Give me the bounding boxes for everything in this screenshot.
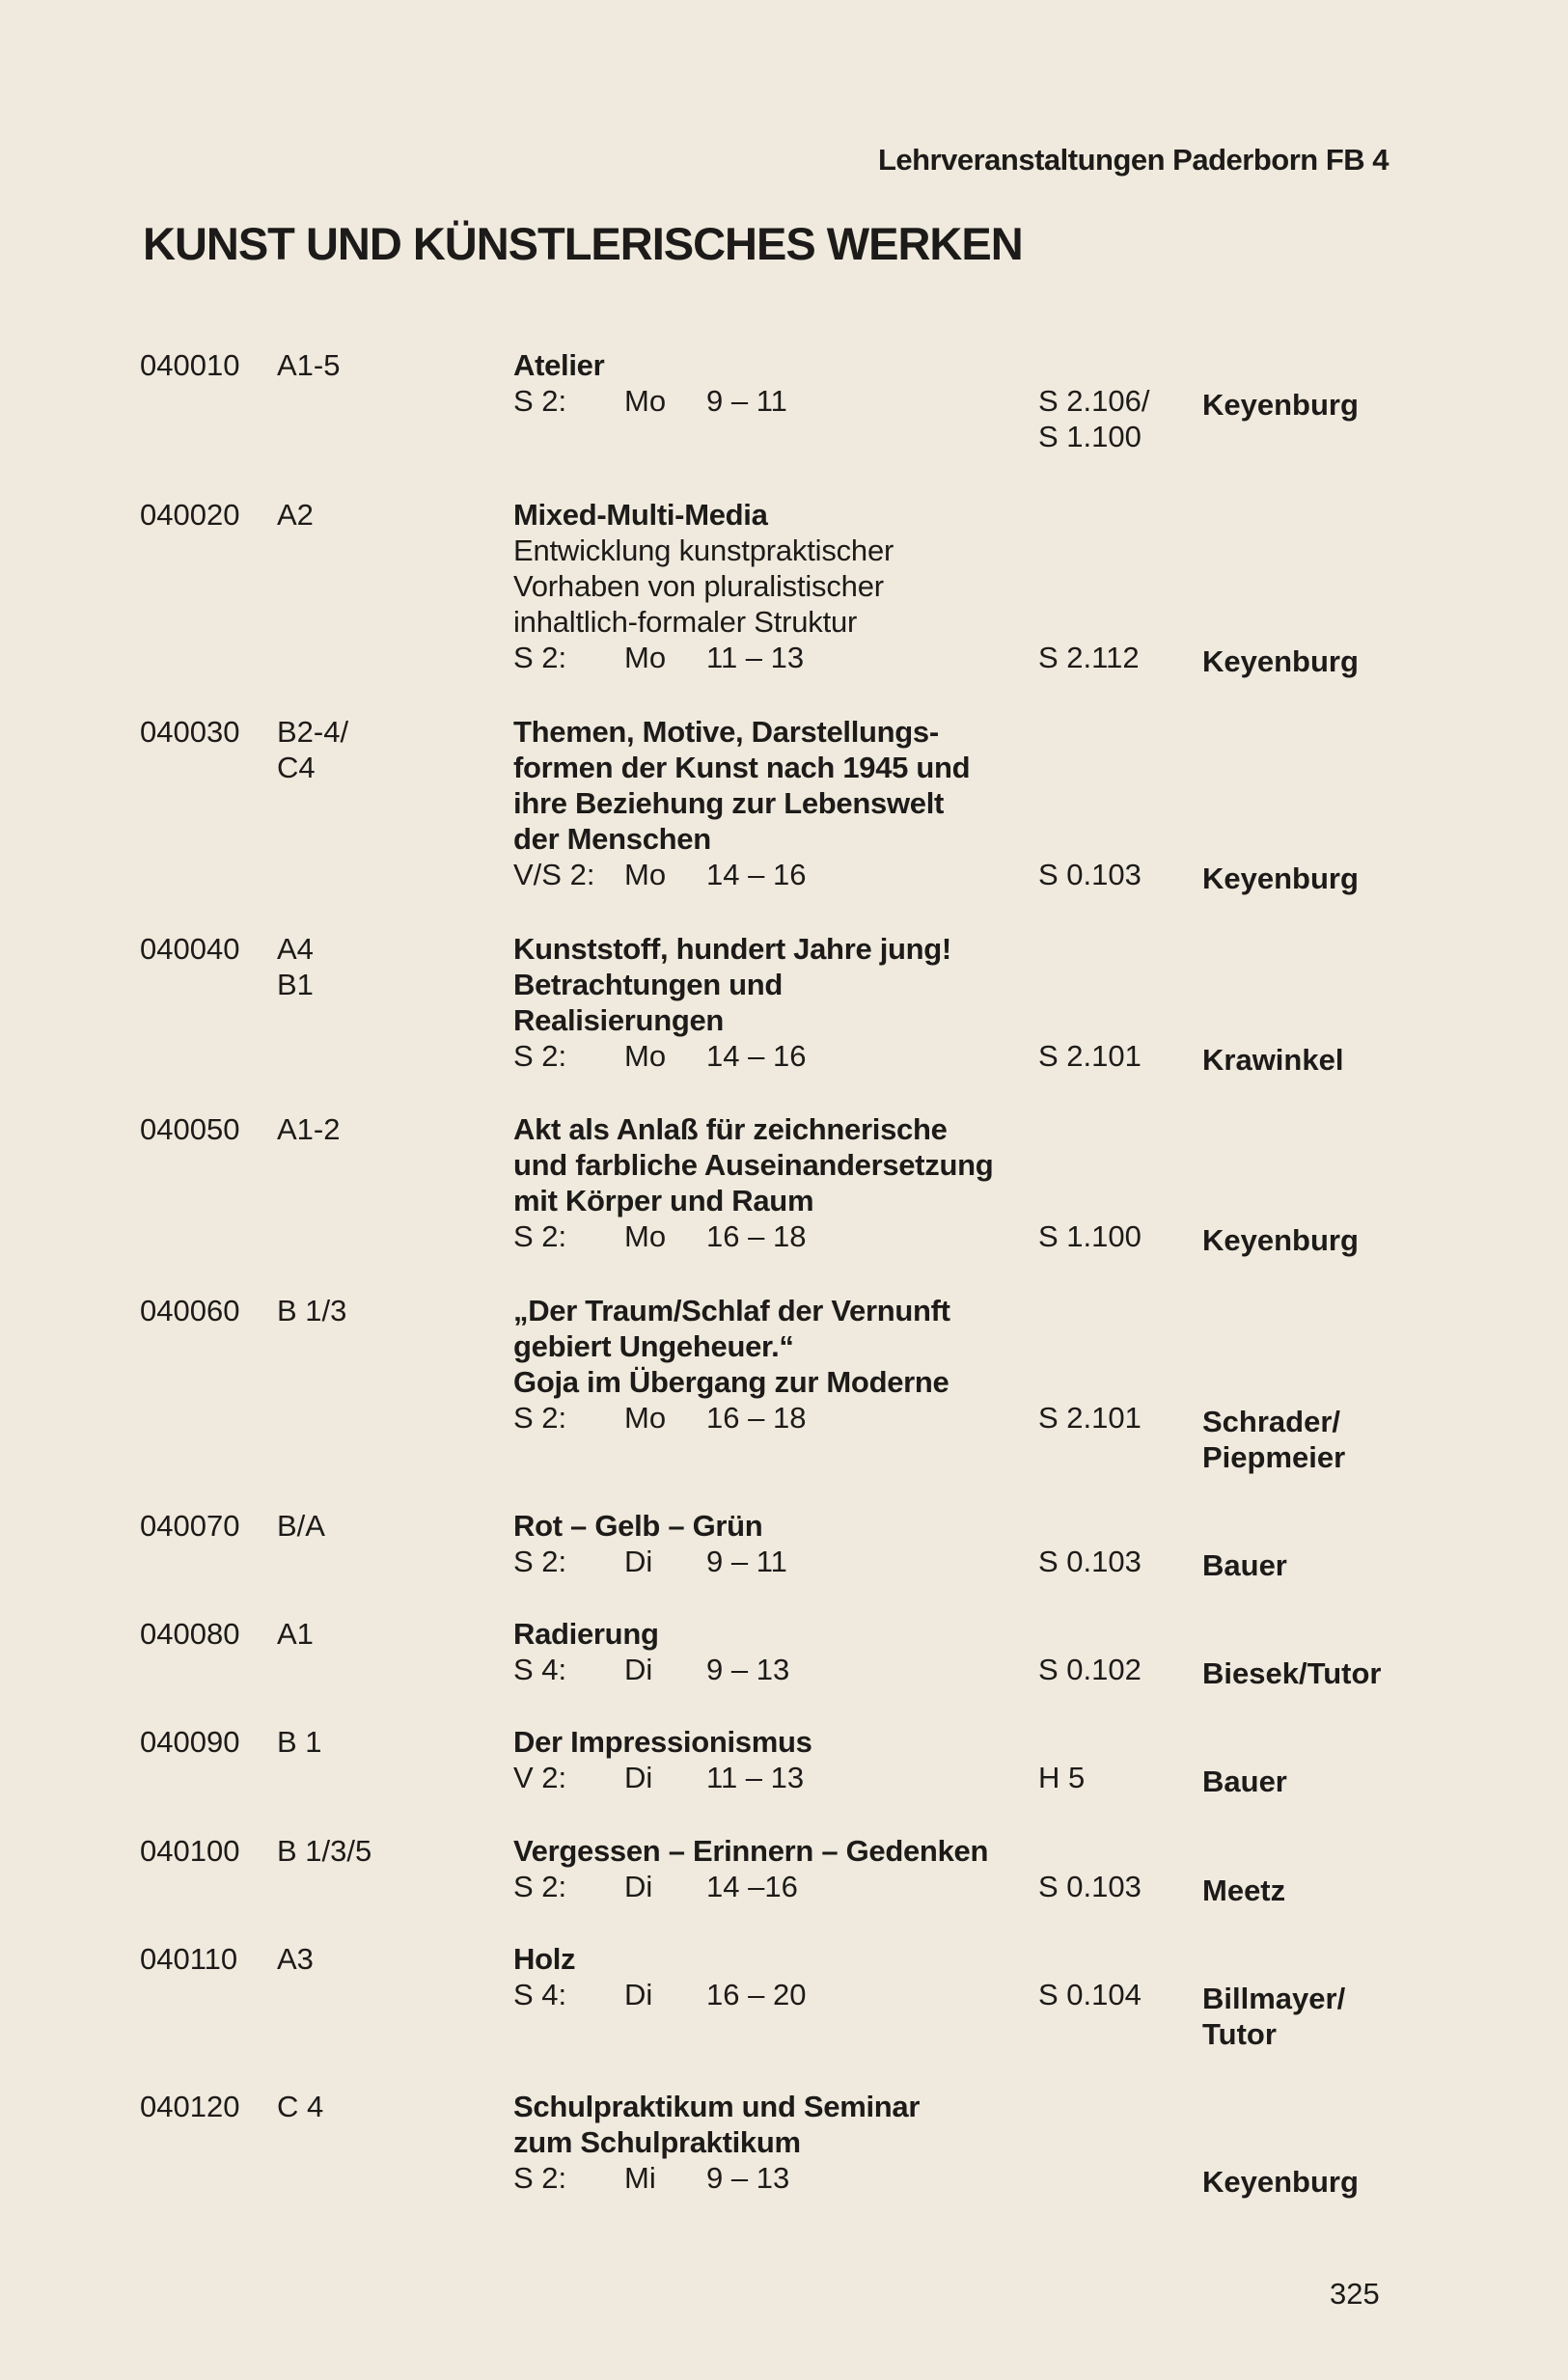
course-time: 16 – 18: [706, 1219, 807, 1253]
course-room: [1038, 640, 1173, 675]
course-type: S 2:: [513, 1870, 567, 1903]
course-room-line: S 2.101: [1038, 1401, 1142, 1435]
course-details: [513, 714, 1054, 892]
course-teacher-line: Schrader/: [1202, 1405, 1341, 1438]
course-teacher-line: Bauer: [1202, 1764, 1287, 1798]
course-day: Di: [624, 1978, 653, 2011]
course-teacher-line: Keyenburg: [1202, 644, 1359, 678]
course-number: 040010: [140, 348, 240, 382]
course-room-line: S 2.101: [1038, 1039, 1142, 1073]
course-details: [513, 1724, 1054, 1795]
course-schedule: [513, 640, 1054, 675]
course-time: 14 –16: [706, 1870, 798, 1903]
course-code: [277, 1293, 393, 1328]
course-details: [513, 347, 1054, 419]
course-schedule: [513, 1760, 1054, 1795]
course-teacher-line: Billmayer/: [1202, 1982, 1346, 2015]
course-title-line: mit Körper und Raum: [513, 1184, 814, 1217]
course-room: [1038, 1544, 1173, 1579]
course-room-line: S 1.100: [1038, 420, 1142, 453]
course-code: [277, 2089, 393, 2124]
course-title-line: Rot – Gelb – Grün: [513, 1509, 763, 1543]
course-room: [1038, 857, 1173, 892]
course-code: [277, 497, 393, 533]
course-schedule: [513, 1652, 1054, 1687]
course-teacher-line: Keyenburg: [1202, 2165, 1359, 2199]
course-code-line: A3: [277, 1942, 314, 1976]
course-code: [277, 1616, 393, 1652]
course-day: Mo: [624, 1219, 667, 1253]
course-schedule: [513, 857, 1054, 892]
course-code-line: C4: [277, 751, 316, 784]
course-type: V 2:: [513, 1761, 567, 1794]
course-room: [1038, 1760, 1173, 1795]
course-day: Di: [624, 1761, 653, 1794]
course-code: [277, 1111, 393, 1147]
course-room-line: S 0.103: [1038, 1545, 1142, 1578]
course-day: Mi: [624, 2161, 656, 2195]
course-teacher-line: Biesek/Tutor: [1202, 1656, 1382, 1690]
course-schedule: [513, 1977, 1054, 2012]
course-time: 9 – 13: [706, 2161, 790, 2195]
course-time: 9 – 11: [706, 1545, 787, 1578]
course-time: 9 – 11: [706, 384, 787, 418]
course-number: 040080: [140, 1617, 240, 1651]
course-type: S 2:: [513, 2161, 567, 2195]
course-type: S 2:: [513, 1401, 567, 1435]
page-number: 325: [1330, 2277, 1380, 2311]
course-title-line: Betrachtungen und: [513, 968, 784, 1001]
course-teacher-line: Keyenburg: [1202, 1223, 1359, 1257]
course-room-line: S 0.104: [1038, 1978, 1142, 2011]
course-room-line: S 0.102: [1038, 1653, 1142, 1686]
course-teacher: [1202, 1873, 1434, 1908]
course-title-line: Akt als Anlaß für zeichnerische: [513, 1112, 948, 1146]
course-type: S 2:: [513, 1039, 567, 1073]
course-schedule: [513, 2160, 1054, 2196]
course-teacher: [1202, 1222, 1434, 1258]
course-title-line: Holz: [513, 1942, 576, 1976]
course-code-line: C 4: [277, 2090, 324, 2123]
course-schedule: [513, 1038, 1054, 1074]
course-schedule: [513, 1869, 1054, 1904]
course-room: [1038, 1400, 1173, 1436]
course-details: [513, 1833, 1054, 1904]
course-type: V/S 2:: [513, 858, 595, 891]
course-code: [277, 1508, 393, 1544]
course-title-line: der Menschen: [513, 822, 711, 856]
course-teacher: [1202, 387, 1434, 423]
course-time: 16 – 18: [706, 1401, 807, 1435]
course-type: S 4:: [513, 1978, 567, 2011]
course-type: S 2:: [513, 1219, 567, 1253]
course-code: [277, 714, 393, 785]
course-code-line: B 1/3/5: [277, 1834, 372, 1868]
course-day: Mo: [624, 384, 667, 418]
course-teacher-line: Keyenburg: [1202, 388, 1359, 422]
course-teacher: [1202, 1042, 1434, 1078]
course-code: [277, 1833, 393, 1869]
course-code-line: B2-4/: [277, 715, 349, 749]
course-code-line: A1: [277, 1617, 314, 1651]
course-teacher: [1202, 861, 1434, 896]
course-schedule: [513, 1544, 1054, 1579]
course-title-line: formen der Kunst nach 1945 und: [513, 751, 971, 784]
course-description-line: Vorhaben von pluralistischer: [513, 569, 884, 603]
course-day: Mo: [624, 858, 667, 891]
course-room-line: S 2.112: [1038, 641, 1140, 674]
course-code: [277, 347, 393, 383]
course-number: 040100: [140, 1834, 240, 1868]
course-day: Di: [624, 1545, 653, 1578]
course-title-line: Schulpraktikum und Seminar: [513, 2090, 921, 2123]
course-number: 040110: [140, 1942, 238, 1976]
course-room: [1038, 1869, 1173, 1904]
course-details: [513, 1293, 1054, 1436]
course-schedule: [513, 1400, 1054, 1436]
course-number: 040070: [140, 1509, 240, 1543]
course-room-line: H 5: [1038, 1761, 1086, 1794]
course-code-line: A2: [277, 498, 314, 532]
course-type: S 2:: [513, 384, 567, 418]
course-type: S 4:: [513, 1653, 567, 1686]
course-time: 16 – 20: [706, 1978, 807, 2011]
running-head: Lehrveranstaltungen Paderborn FB 4: [877, 143, 1389, 177]
course-title-line: gebiert Ungeheuer.“: [513, 1329, 794, 1363]
course-description-line: Entwicklung kunstpraktischer: [513, 533, 894, 567]
course-details: [513, 2089, 1054, 2196]
course-title-line: Mixed-Multi-Media: [513, 498, 768, 532]
course-day: Mo: [624, 1401, 667, 1435]
course-number: 040030: [140, 715, 240, 749]
course-code-line: B/A: [277, 1509, 325, 1543]
course-title-line: Der Impressionismus: [513, 1725, 812, 1759]
course-code: [277, 931, 393, 1002]
course-time: 9 – 13: [706, 1653, 790, 1686]
course-day: Mo: [624, 1039, 667, 1073]
course-teacher: [1202, 1764, 1434, 1799]
course-title-line: zum Schulpraktikum: [513, 2125, 801, 2159]
course-teacher: [1202, 643, 1434, 679]
course-teacher-line: Keyenburg: [1202, 862, 1359, 895]
course-title-line: Themen, Motive, Darstellungs-: [513, 715, 939, 749]
course-teacher-line: Piepmeier: [1202, 1440, 1346, 1474]
course-room: [1038, 1977, 1173, 2012]
course-details: [513, 931, 1054, 1074]
course-number: 040040: [140, 932, 240, 966]
course-title-line: Atelier: [513, 348, 605, 382]
course-time: 11 – 13: [706, 1761, 805, 1794]
course-room: [1038, 1218, 1173, 1254]
course-details: [513, 497, 1054, 675]
course-teacher: [1202, 2164, 1434, 2200]
course-teacher: [1202, 1655, 1434, 1691]
course-teacher-line: Tutor: [1202, 2017, 1277, 2051]
course-schedule: [513, 1218, 1054, 1254]
course-room-line: S 1.100: [1038, 1219, 1142, 1253]
course-title-line: Radierung: [513, 1617, 659, 1651]
course-title-line: Goja im Übergang zur Moderne: [513, 1365, 949, 1399]
course-title-line: ihre Beziehung zur Lebenswelt: [513, 786, 945, 820]
course-code-line: A1-2: [277, 1112, 341, 1146]
course-details: [513, 1111, 1054, 1254]
course-teacher: [1202, 1547, 1434, 1583]
course-code-line: A1-5: [277, 348, 341, 382]
course-teacher: [1202, 1981, 1434, 2052]
course-room-line: S 0.103: [1038, 1870, 1142, 1903]
course-number: 040020: [140, 498, 240, 532]
course-details: [513, 1508, 1054, 1579]
course-day: Di: [624, 1653, 653, 1686]
course-code: [277, 1941, 393, 1977]
course-title-line: Realisierungen: [513, 1003, 725, 1037]
course-type: S 2:: [513, 641, 567, 674]
course-number: 040050: [140, 1112, 240, 1146]
course-title-line: Vergessen – Erinnern – Gedenken: [513, 1834, 989, 1868]
course-time: 11 – 13: [706, 641, 805, 674]
course-teacher: [1202, 1404, 1434, 1475]
course-teacher-line: Krawinkel: [1202, 1043, 1344, 1077]
course-room: [1038, 383, 1173, 454]
course-code-line: B1: [277, 968, 314, 1001]
course-code-line: B 1: [277, 1725, 322, 1759]
course-time: 14 – 16: [706, 1039, 807, 1073]
course-number: 040120: [140, 2090, 240, 2123]
course-number: 040060: [140, 1294, 240, 1327]
course-number: 040090: [140, 1725, 240, 1759]
course-day: Di: [624, 1870, 653, 1903]
course-room-line: S 0.103: [1038, 858, 1142, 891]
course-type: S 2:: [513, 1545, 567, 1578]
course-code-line: B 1/3: [277, 1294, 347, 1327]
course-teacher-line: Bauer: [1202, 1548, 1287, 1582]
section-title: KUNST UND KÜNSTLERISCHES WERKEN: [143, 218, 1023, 269]
course-teacher-line: Meetz: [1202, 1874, 1286, 1907]
course-code: [277, 1724, 393, 1760]
course-title-line: und farbliche Auseinandersetzung: [513, 1148, 994, 1182]
course-day: Mo: [624, 641, 667, 674]
course-time: 14 – 16: [706, 858, 807, 891]
course-schedule: [513, 383, 1054, 419]
course-details: [513, 1616, 1054, 1687]
course-description-line: inhaltlich-formaler Struktur: [513, 605, 858, 639]
course-code-line: A4: [277, 932, 314, 966]
course-room: [1038, 1652, 1173, 1687]
course-title-line: „Der Traum/Schlaf der Vernunft: [513, 1294, 950, 1327]
course-room-line: S 2.106/: [1038, 384, 1150, 418]
course-details: [513, 1941, 1054, 2012]
course-title-line: Kunststoff, hundert Jahre jung!: [513, 932, 951, 966]
course-room: [1038, 1038, 1173, 1074]
